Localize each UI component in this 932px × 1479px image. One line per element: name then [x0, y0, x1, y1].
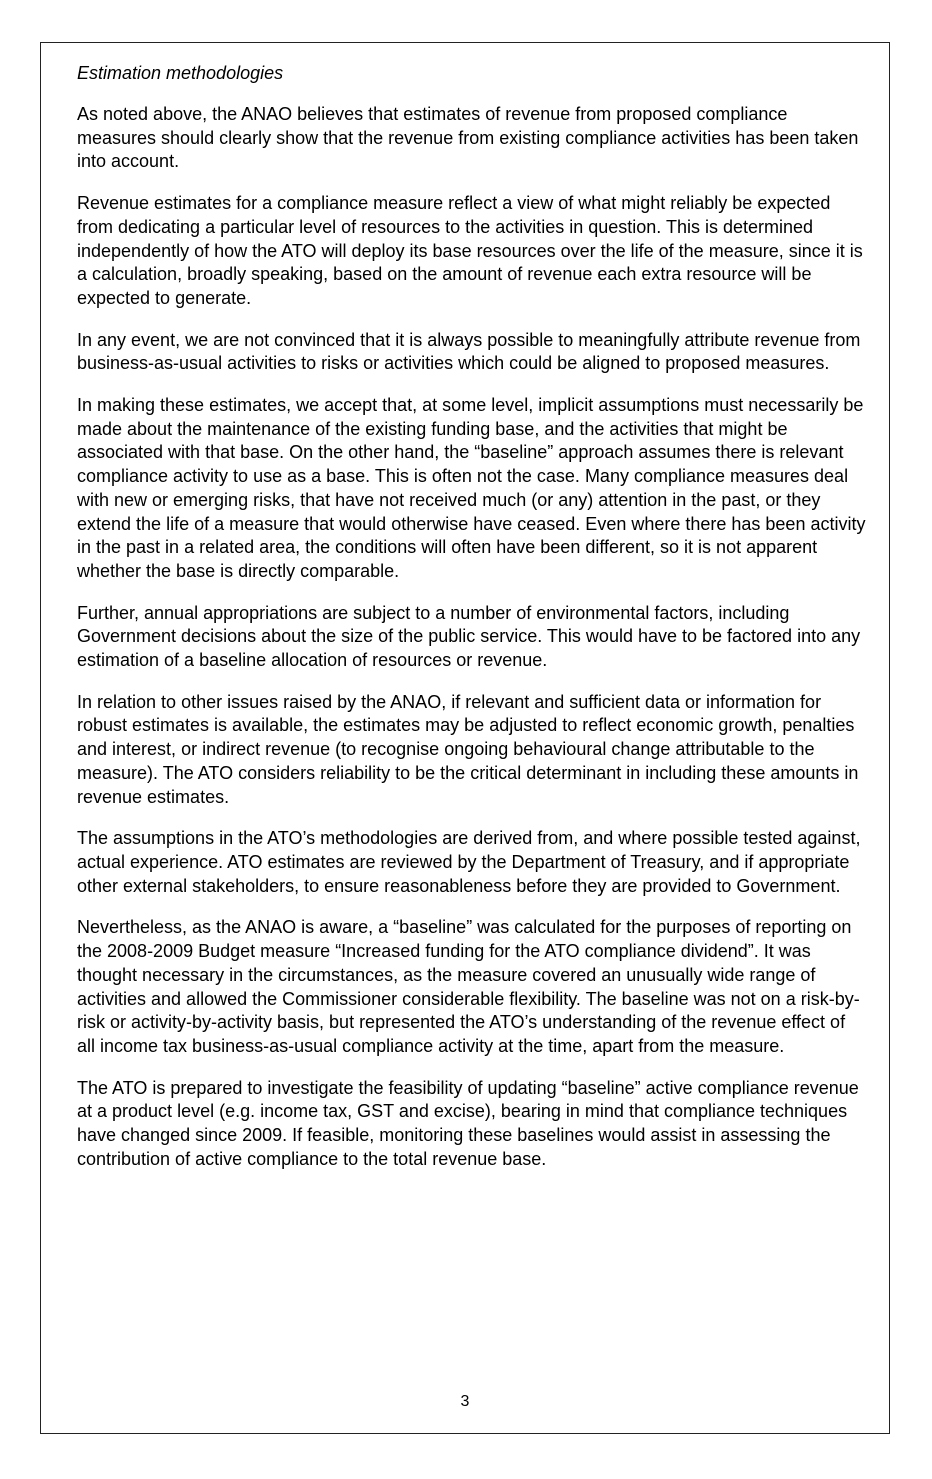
document-body — [77, 61, 867, 1189]
paragraph: Nevertheless, as the ANAO is aware, a “baseline” was calculated for the purposes of reporting on the 2008-2009 Budget measure “Increased funding for the ATO compliance dividend”. It was thought necessary in the circumstances, as the measure covered an unusually wide range of activities and allowed the Commissioner considerable flexibility. The baseline was not on a risk-by-risk or activity-by-activity basis, but represented the ATO’s understanding of the revenue effect of all income tax business-as-usual compliance activity at the time, apart from the measure. — [77, 917, 860, 1056]
paragraph: In any event, we are not convinced that it is always possible to meaningfully attribute revenue from business-as-usual activities to risks or activities which could be aligned to proposed measures. — [77, 329, 861, 374]
paragraph: Further, annual appropriations are subject to a number of environmental factors, including Government decisions about the size of the public service. This would have to be factored into any estimation of a baseline allocation of resources or revenue. — [77, 602, 861, 671]
paragraph: Revenue estimates for a compliance measure reflect a view of what might reliably be expected from dedicating a particular level of resources to the activities in question. This is determined independently of how the ATO will deploy its base resources over the life of the measure, since it is a calculation, broadly speaking, based on the amount of revenue each extra resource will be expected to generate. — [77, 193, 863, 308]
paragraph: As noted above, the ANAO believes that estimates of revenue from proposed compliance measures should clearly show that the revenue from existing compliance activities has been taken into account. — [77, 104, 859, 172]
page-frame — [40, 42, 890, 1434]
paragraph: The assumptions in the ATO’s methodologies are derived from, and where possible tested against, actual experience. ATO estimates are reviewed by the Department of Treasury, and if appropriate other external stakeholders, to ensure reasonableness before they are provided to Government. — [77, 828, 861, 896]
paragraph: The ATO is prepared to investigate the feasibility of updating “baseline” active compliance revenue at a product level (e.g. income tax, GST and excise), bearing in mind that compliance techniques have changed since 2009. If feasible, monitoring these baselines would assist in assessing the contribution of active compliance to the total revenue base. — [77, 1077, 859, 1169]
paragraph: In making these estimates, we accept that, at some level, implicit assumptions must necessarily be made about the maintenance of the existing funding base, and the activities that might be associated with that base. On the other hand, the “baseline” approach assumes there is relevant compliance activity to use as a base. This is often not the case. Many compliance measures deal with new or emerging risks, that have not received much (or any) attention in the past, or they extend the life of a measure that would otherwise have ceased. Even where there has been activity in the past in a related area, the conditions will often have been different, so it is not apparent whether the base is directly comparable. — [77, 395, 866, 581]
section-heading: Estimation methodologies — [77, 63, 284, 83]
paragraph: In relation to other issues raised by the ANAO, if relevant and sufficient data or information for robust estimates is available, the estimates may be adjusted to reflect economic growth, penalties and interest, or indirect revenue (to recognise ongoing behavioural change attributable to the measure). The ATO considers reliability to be the critical determinant in including these amounts in revenue estimates. — [77, 691, 859, 807]
page-number: 3 — [460, 1393, 470, 1410]
